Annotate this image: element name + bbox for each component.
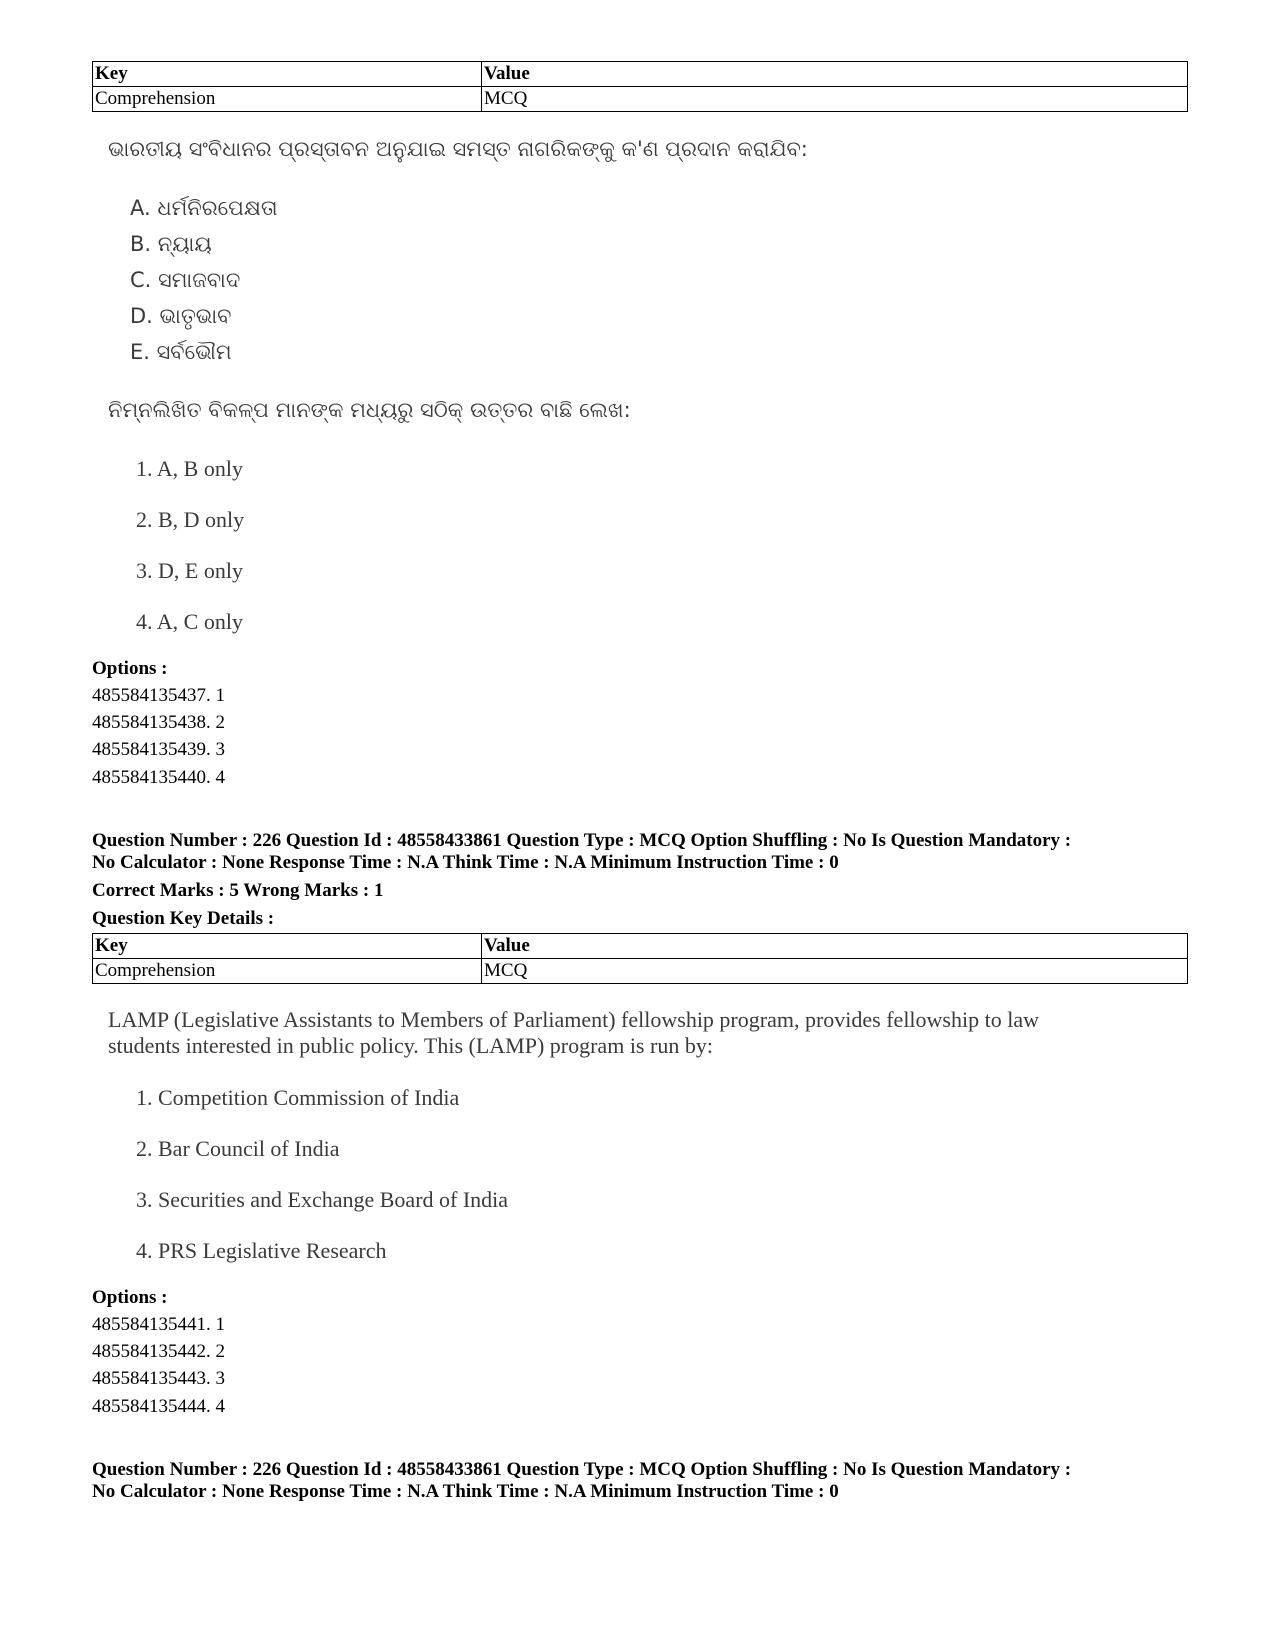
choice-1: 1. A, B only	[136, 456, 243, 481]
question-stem: ଭାରତୀୟ ସଂବିଧାନର ପ୍ରସ୍ତାବନ ଅନୁଯାଇ ସମସ୍ତ ନାଗରିକଙ୍କୁ କ'ଣ ପ୍ରଦାନ କରାଯିବ:	[108, 137, 808, 161]
value-header: Value	[482, 62, 1188, 87]
question-meta-line2: No Calculator : None Response Time : N.A Think Time : N.A Minimum Instruction Time : 0	[92, 1481, 839, 1502]
question-meta-line1: Question Number : 226 Question Id : 48558433861 Question Type : MCQ Option Shuffling : No Is Question Mandatory :	[92, 830, 1072, 851]
statement-b: B. ନ୍ୟାୟ	[130, 232, 212, 256]
options-label: Options :	[92, 1287, 168, 1308]
statement-d: D. ଭାତୃଭାବ	[130, 304, 232, 328]
choice-3: 3. Securities and Exchange Board of India	[136, 1187, 509, 1212]
choice-2: 2. Bar Council of India	[136, 1136, 340, 1161]
choice-4: 4. A, C only	[136, 609, 243, 634]
question-key-table	[92, 933, 1188, 984]
options-label: Options :	[92, 658, 168, 679]
option-row: 485584135441. 1	[92, 1314, 225, 1335]
question-instruction: ନିମ୍ନଲିଖିତ ବିକଳ୍ପ ମାନଙ୍କ ମଧ୍ୟରୁ ସଠିକ୍ ଉତ୍ତର ବାଛି ଲେଖ:	[108, 398, 631, 422]
statement-c: C. ସମାଜବାଦ	[130, 268, 241, 292]
option-row: 485584135442. 2	[92, 1341, 225, 1362]
marks-line: Correct Marks : 5 Wrong Marks : 1	[92, 880, 384, 901]
table-header-row	[93, 934, 1188, 959]
key-cell: Comprehension	[93, 959, 482, 984]
statement-e: E. ସର୍ବଭୌମ	[130, 340, 232, 364]
option-row: 485584135440. 4	[92, 767, 225, 788]
choice-4: 4. PRS Legislative Research	[136, 1238, 387, 1263]
key-header: Key	[93, 62, 482, 87]
option-row: 485584135439. 3	[92, 739, 225, 760]
table-row	[93, 87, 1188, 112]
option-row: 485584135438. 2	[92, 712, 225, 733]
option-row: 485584135444. 4	[92, 1396, 225, 1417]
choice-2: 2. B, D only	[136, 507, 245, 532]
value-cell: MCQ	[482, 87, 1188, 112]
question-meta-line1: Question Number : 226 Question Id : 48558433861 Question Type : MCQ Option Shuffling : No Is Question Mandatory :	[92, 1459, 1072, 1480]
option-row: 485584135443. 3	[92, 1368, 225, 1389]
key-details-label: Question Key Details :	[92, 908, 275, 929]
key-header: Key	[93, 934, 482, 959]
option-row: 485584135437. 1	[92, 685, 225, 706]
document-page	[92, 61, 1188, 1502]
table-header-row	[93, 62, 1188, 87]
key-cell: Comprehension	[93, 87, 482, 112]
question-meta-line2: No Calculator : None Response Time : N.A Think Time : N.A Minimum Instruction Time : 0	[92, 852, 839, 873]
statement-a: A. ଧର୍ମନିରପେକ୍ଷତା	[130, 196, 278, 220]
question-stem-line1: LAMP (Legislative Assistants to Members of Parliament) fellowship program, provides fellowship to law	[108, 1007, 1039, 1032]
question-key-table	[92, 61, 1188, 112]
table-row	[93, 959, 1188, 984]
question-stem-line2: students interested in public policy. This (LAMP) program is run by:	[108, 1033, 713, 1058]
value-cell: MCQ	[482, 959, 1188, 984]
choice-1: 1. Competition Commission of India	[136, 1085, 460, 1110]
value-header: Value	[482, 934, 1188, 959]
choice-3: 3. D, E only	[136, 558, 243, 583]
